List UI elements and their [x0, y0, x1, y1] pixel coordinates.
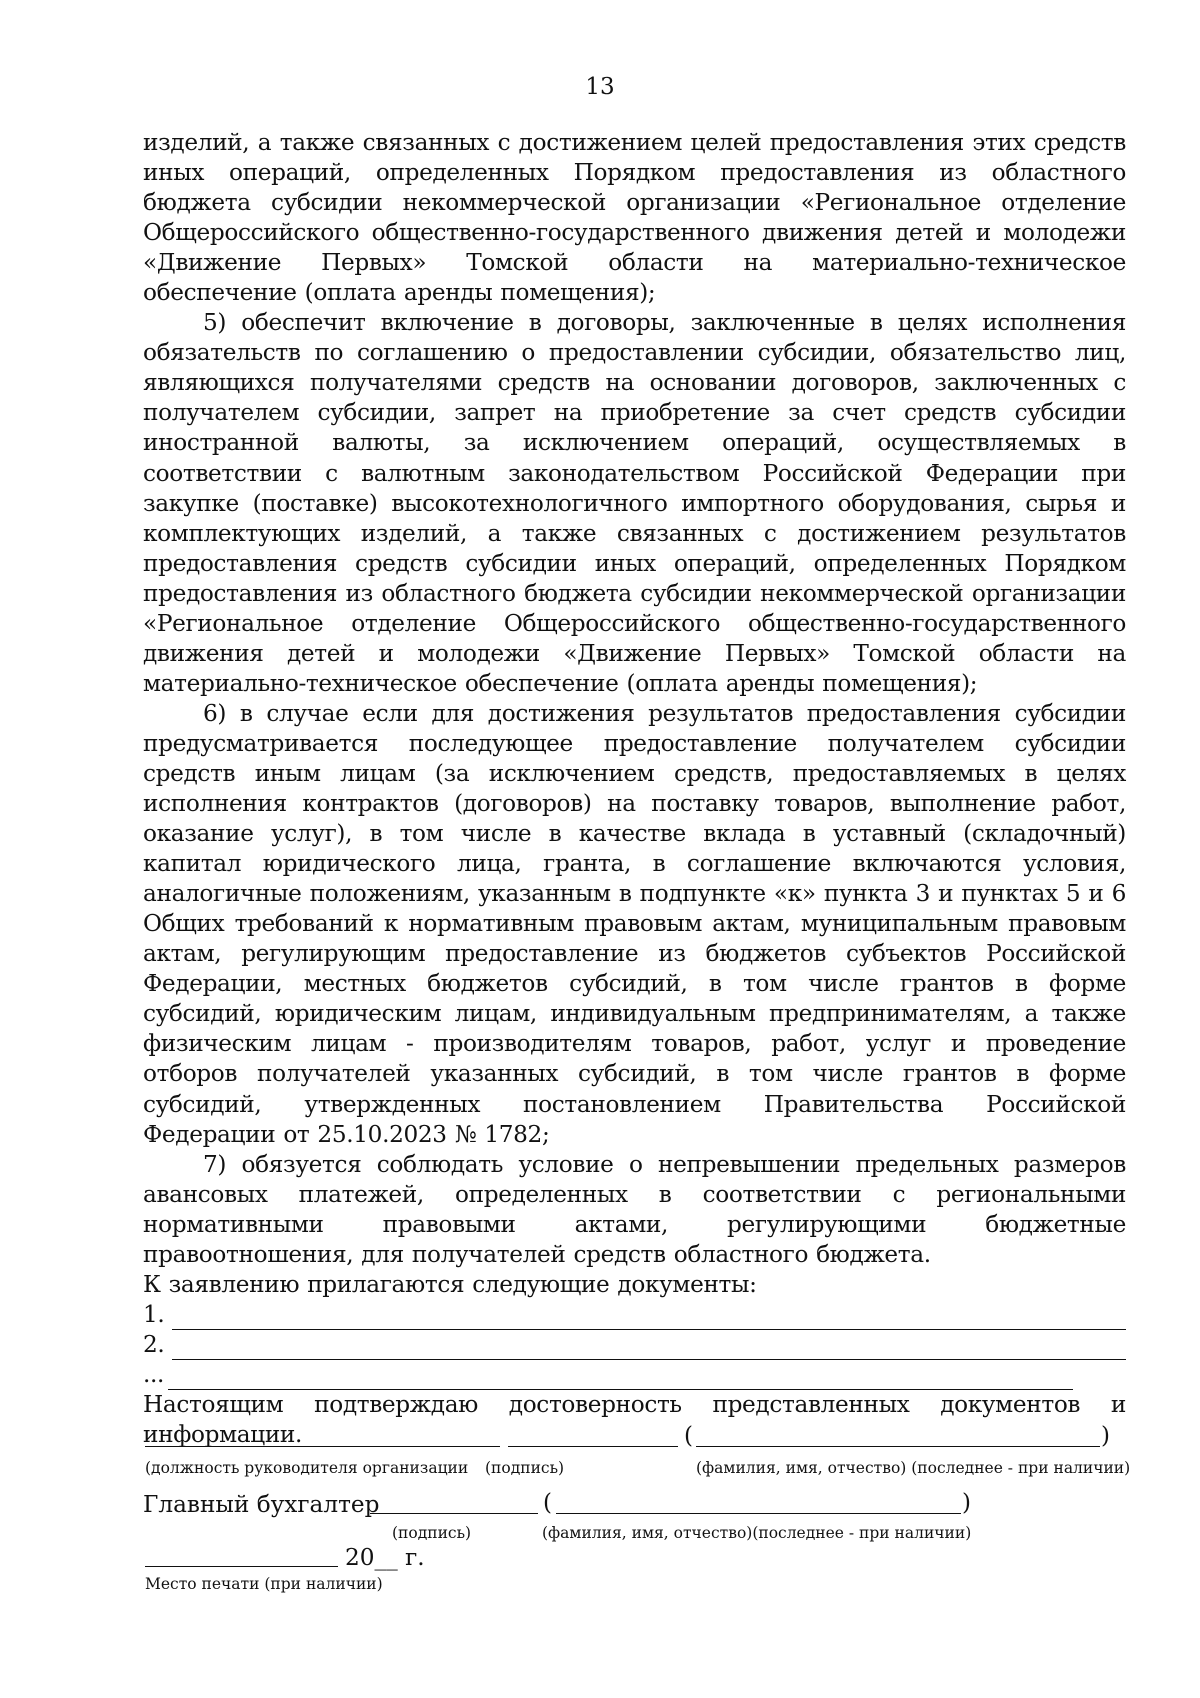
attachment-blank-field — [168, 1367, 1073, 1390]
date-line — [145, 1566, 338, 1567]
chief-name-caption: (фамилия, имя, отчество)(последнее - при наличии) — [542, 1524, 972, 1542]
attachment-line-2 — [143, 1330, 1126, 1360]
paragraph-continuation: изделий, а также связанных с достижением целей предоставления этих средств иных операций, определенных Порядком предоставления из областного бюджета субсидии некоммерческой организации «Региональное отделение Общероссийского общественно-государственного движения детей и молодежи «Движение Первых» Томской области на материально-техническое обеспечение (оплата аренды помещения); — [143, 129, 1126, 307]
attachment-number: 2. — [143, 1330, 165, 1358]
attachment-number: 1. — [143, 1300, 165, 1328]
head-name-caption: (фамилия, имя, отчество) (последнее - при наличии) — [696, 1459, 1131, 1477]
chief-signature-caption: (подпись) — [392, 1524, 472, 1542]
chief-name-paren-open: ( — [543, 1490, 552, 1516]
attachment-line-1 — [143, 1300, 1126, 1330]
body-text — [143, 128, 1126, 1450]
attachments-title: К заявлению прилагаются следующие документы: — [143, 1270, 757, 1298]
head-name-paren-close: ) — [1101, 1423, 1110, 1449]
attachment-ellipsis: ... — [143, 1360, 165, 1388]
chief-accountant-label: Главный бухгалтер — [143, 1491, 380, 1518]
page-number: 13 — [585, 74, 615, 100]
paragraph-item-5: 5) обеспечит включение в договоры, заключенные в целях исполнения обязательств по соглашению о предоставлении субсидии, обязательство лиц, являющихся получателями средств на основании договоров, заключенных с получателем субсидии, запрет на приобретение за счет средств субсидии иностранной валюты, за исключением операций, осуществляемых в соответствии с валютным законодательством Российской Федерации при закупке (поставке) высокотехнологичного импортного оборудования, сырья и комплектующих изделий, а также связанных с достижением результатов предоставления средств субсидии иных операций, определенных Порядком предоставления из областного бюджета субсидии некоммерческой организации «Региональное отделение Общероссийского общественно-государственного движения детей и молодежи «Движение Первых» Томской области на материально-техническое обеспечение (оплата аренды помещения); — [143, 309, 1126, 697]
confirmation-text: Настоящим подтверждаю достоверность представленных документов и информации. — [143, 1390, 1126, 1449]
head-signature-caption: (подпись) — [485, 1459, 565, 1477]
paragraph-item-7: 7) обязуется соблюдать условие о непревышении предельных размеров авансовых платежей, определенных в соответствии с региональными нормативными правовыми актами, регулирующими бюджетные правоотношения, для получателей средств областного бюджета. — [143, 1150, 1126, 1268]
attachment-line-more — [143, 1360, 1126, 1390]
head-position-caption: (должность руководителя организации — [145, 1459, 469, 1477]
paragraph-item-6: 6) в случае если для достижения результатов предоставления субсидии предусматривается последующее предоставление получателем субсидии средств иным лицам (за исключением средств, предоставляемых в целях исполнения контрактов (договоров) на поставку товаров, выполнение работ, оказание услуг), в том числе в качестве вклада в уставный (складочный) капитал юридического лица, гранта, в соглашение включаются условия, аналогичные положениям, указанным в подпункте «к» пункта 3 и пунктах 5 и 6 Общих требований к нормативным правовым актам, муниципальным правовым актам, регулирующим предоставление из бюджетов субъектов Российской Федерации, местных бюджетов субсидий, в том числе грантов в форме субсидий, юридическим лицам, индивидуальным предпринимателям, а также физическим лицам - производителям товаров, работ, услуг и проведение отборов получателей указанных субсидий, в том числе грантов в форме субсидий, утвержденных постановлением Правительства Российской Федерации от 25.10.2023 № 1782; — [143, 699, 1126, 1148]
chief-signature-line — [370, 1513, 538, 1514]
chief-name-line — [556, 1513, 961, 1514]
head-name-paren-open: ( — [684, 1423, 693, 1449]
head-signature-line — [508, 1446, 678, 1447]
attachment-blank-field — [172, 1307, 1126, 1330]
year-text: 20__ г. — [345, 1544, 425, 1571]
head-position-line — [145, 1446, 500, 1447]
attachment-blank-field — [172, 1337, 1126, 1360]
seal-caption: Место печати (при наличии) — [145, 1575, 383, 1593]
chief-name-paren-close: ) — [962, 1490, 971, 1516]
head-name-line — [696, 1446, 1100, 1447]
